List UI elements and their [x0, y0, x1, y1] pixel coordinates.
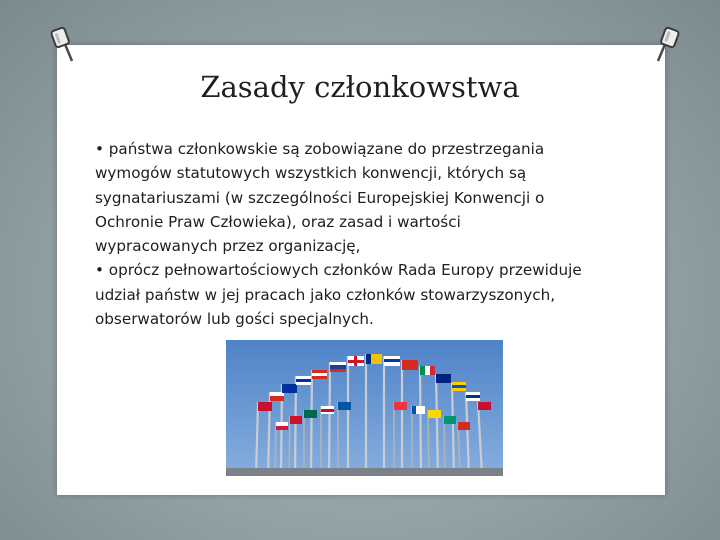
bullet-item: • państwa członkowskie są zobowiązane do przestrzegania wymogów statutowych wszystkich konwencji, których są sygnatariuszami (w szczególności Europejskiej Konwencji o Ochronie Praw Człowieka), oraz zasad i wartości wypracowanych przez organizację,	[95, 140, 545, 256]
slide-title: Zasady członkowstwa	[200, 70, 520, 104]
slide-body	[95, 137, 585, 331]
bullet-item: • oprócz pełnowartościowych członków Rada Europy przewiduje udział państw w jej pracach jako członków stowarzyszonych, obserwatorów lub gości specjalnych.	[95, 261, 582, 329]
pin-left-icon	[44, 25, 84, 65]
flags-photo	[226, 340, 503, 476]
pin-right-icon	[646, 25, 686, 65]
